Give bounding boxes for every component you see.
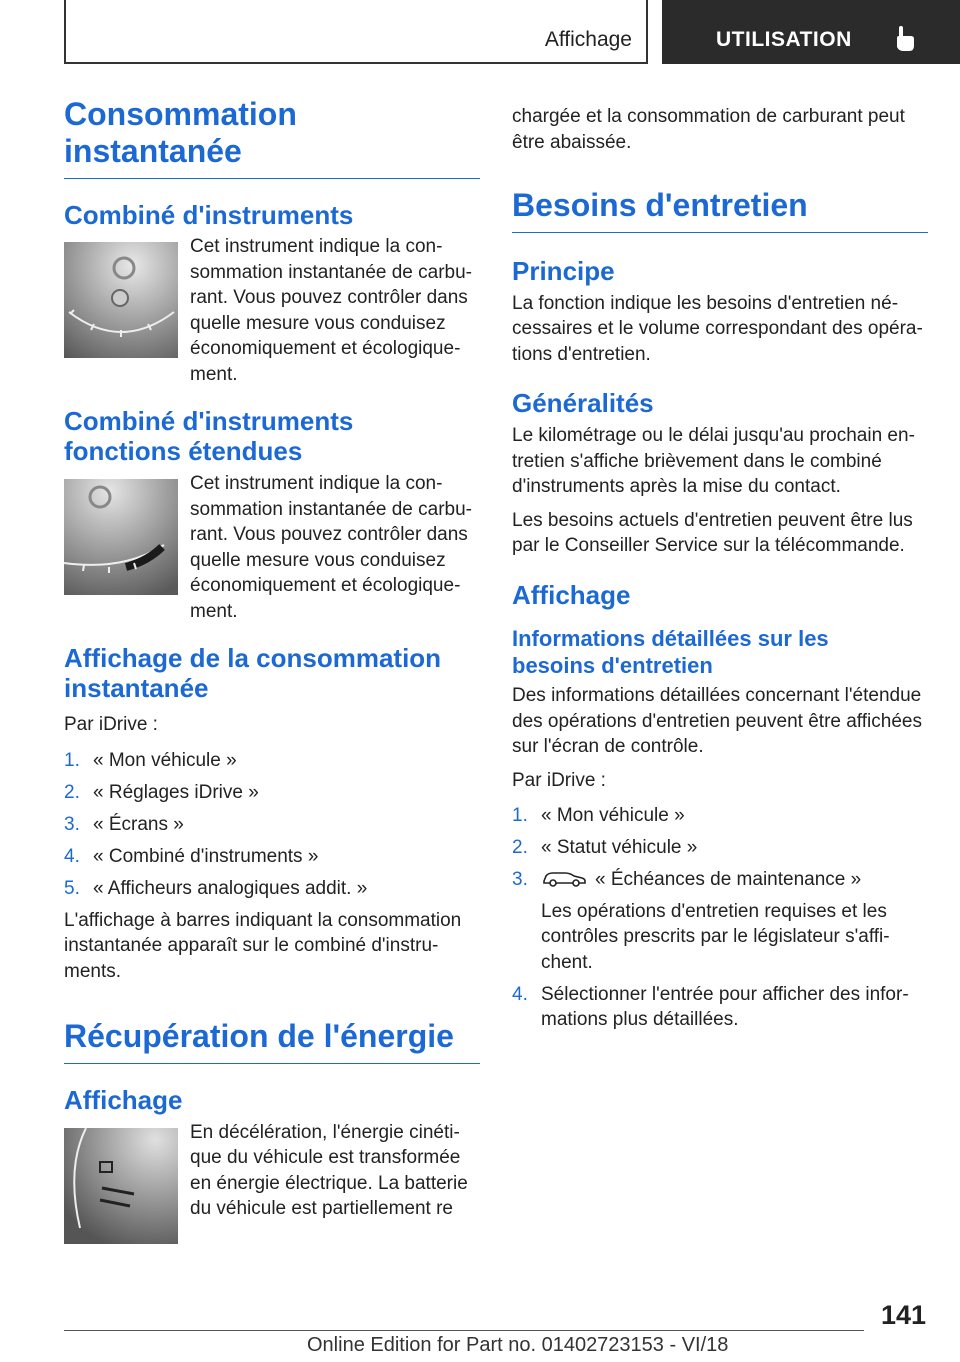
left-column — [64, 96, 480, 1250]
list-item — [64, 876, 480, 902]
list-item — [512, 835, 928, 861]
list-item — [64, 780, 480, 806]
informations-text: Des informations détaillées concernant l'étendue des opérations d'entretien peuvent être affichées sur l'écran de contrôle. — [512, 685, 922, 758]
combine-text: Cet instrument indique la consommation instantanée de carburant. Vous pouvez contrôler dans quelle mesure vous conduisez économiquement et écologiquement. — [190, 236, 472, 385]
heading-line: Informations détaillées sur les — [512, 626, 829, 652]
affichage-consommation-text: L'affichage à barres indiquant la consommation instantanée apparaît sur le combiné d'instruments. — [64, 909, 462, 982]
section-title: Affichage — [544, 28, 632, 51]
chapter-title: UTILISATION — [716, 28, 852, 51]
gauge-extended-image — [64, 479, 178, 595]
list-item — [512, 867, 928, 975]
step-number: 5. — [64, 877, 80, 899]
idrive-intro: Par iDrive : — [64, 714, 158, 736]
heading-line: Combiné d'instruments — [64, 406, 354, 437]
step-number: 1. — [64, 749, 80, 771]
step-text: Sélectionner l'entrée pour afficher des informations plus détaillées. — [541, 983, 909, 1031]
right-column — [512, 104, 928, 1039]
heading-line: fonctions étendues — [64, 436, 303, 467]
list-item — [512, 982, 928, 1033]
pointing-hand-icon — [894, 26, 916, 52]
step-number: 4. — [64, 845, 80, 867]
generalites-text-1: Le kilométrage ou le délai jusqu'au prochain entretien s'affiche brièvement dans le combiné d'instruments après la mise du contact. — [512, 425, 915, 498]
car-outline-icon — [541, 868, 587, 888]
step-number: 4. — [512, 983, 528, 1005]
step-text: « Statut véhicule » — [541, 837, 698, 859]
list-item — [64, 812, 480, 838]
step-text: « Écrans » — [93, 813, 184, 835]
page-number: 141 — [880, 1300, 926, 1330]
heading-affichage: Affichage — [512, 579, 631, 610]
gauge-image — [64, 242, 178, 358]
continuation-text: chargée et la consommation de carburant peut être abaissée. — [512, 106, 905, 153]
step-text: « Réglages iDrive » — [93, 781, 259, 803]
step-text: « Combiné d'instruments » — [93, 845, 319, 867]
header-bar — [64, 0, 648, 64]
principe-text: La fonction indique les besoins d'entretien nécessaires et le volume correspondant des opérations d'entretien. — [512, 292, 923, 365]
step-text: « Mon véhicule » — [541, 805, 685, 827]
step-number: 2. — [64, 781, 80, 803]
heading-line: besoins d'entretien — [512, 652, 713, 678]
idrive-steps — [64, 748, 480, 902]
heading-affichage-consommation — [64, 644, 480, 704]
step-text: « Afficheurs analogiques addit. » — [93, 877, 368, 899]
idrive-intro-right: Par iDrive : — [512, 769, 606, 791]
heading-line: Affichage de la consommation — [64, 643, 442, 674]
heading-consommation: Consommation instantanée — [64, 96, 480, 179]
list-item — [512, 803, 928, 829]
recuperation-gauge-image — [64, 1128, 178, 1244]
chapter-tab — [662, 0, 960, 64]
heading-affichage-recuperation: Affichage — [64, 1084, 183, 1115]
heading-informations-detaillees — [512, 626, 928, 679]
recuperation-text: En décélération, l'énergie cinétique du véhicule est transformée en énergie électrique. La batterie du véhicule est partiellement re — [190, 1121, 468, 1220]
heading-combine: Combiné d'instruments — [64, 199, 354, 230]
service-steps — [512, 803, 928, 1033]
heading-besoins-entretien: Besoins d'entretien — [512, 187, 928, 233]
heading-recuperation: Récupération de l'énergie — [64, 1018, 480, 1064]
step-detail: Les opérations d'entretien requises et les contrôles prescrits par le législateur s'affichent. — [541, 900, 890, 973]
heading-principe: Principe — [512, 255, 615, 286]
step-text: « Mon véhicule » — [93, 749, 237, 771]
step-number: 2. — [512, 837, 528, 859]
generalites-text-2: Les besoins actuels d'entretien peuvent être lus par le Conseiller Service sur la télécommande. — [512, 509, 913, 557]
footer-divider — [64, 1330, 864, 1331]
step-number: 3. — [512, 869, 528, 891]
heading-generalites: Généralités — [512, 388, 654, 419]
step-number: 3. — [64, 813, 80, 835]
footer-edition: Online Edition for Part no. 01402723153 - VI/18 — [307, 1334, 729, 1356]
combine-etendu-text: Cet instrument indique la consommation instantanée de carburant. Vous pouvez contrôler dans quelle mesure vous conduisez économiquement et écologiquement. — [190, 473, 472, 622]
heading-line: instantanée — [64, 673, 209, 704]
heading-combine-etendu — [64, 407, 480, 467]
list-item — [64, 844, 480, 870]
step-text: « Échéances de maintenance » — [595, 869, 862, 891]
step-number: 1. — [512, 805, 528, 827]
list-item — [64, 748, 480, 774]
